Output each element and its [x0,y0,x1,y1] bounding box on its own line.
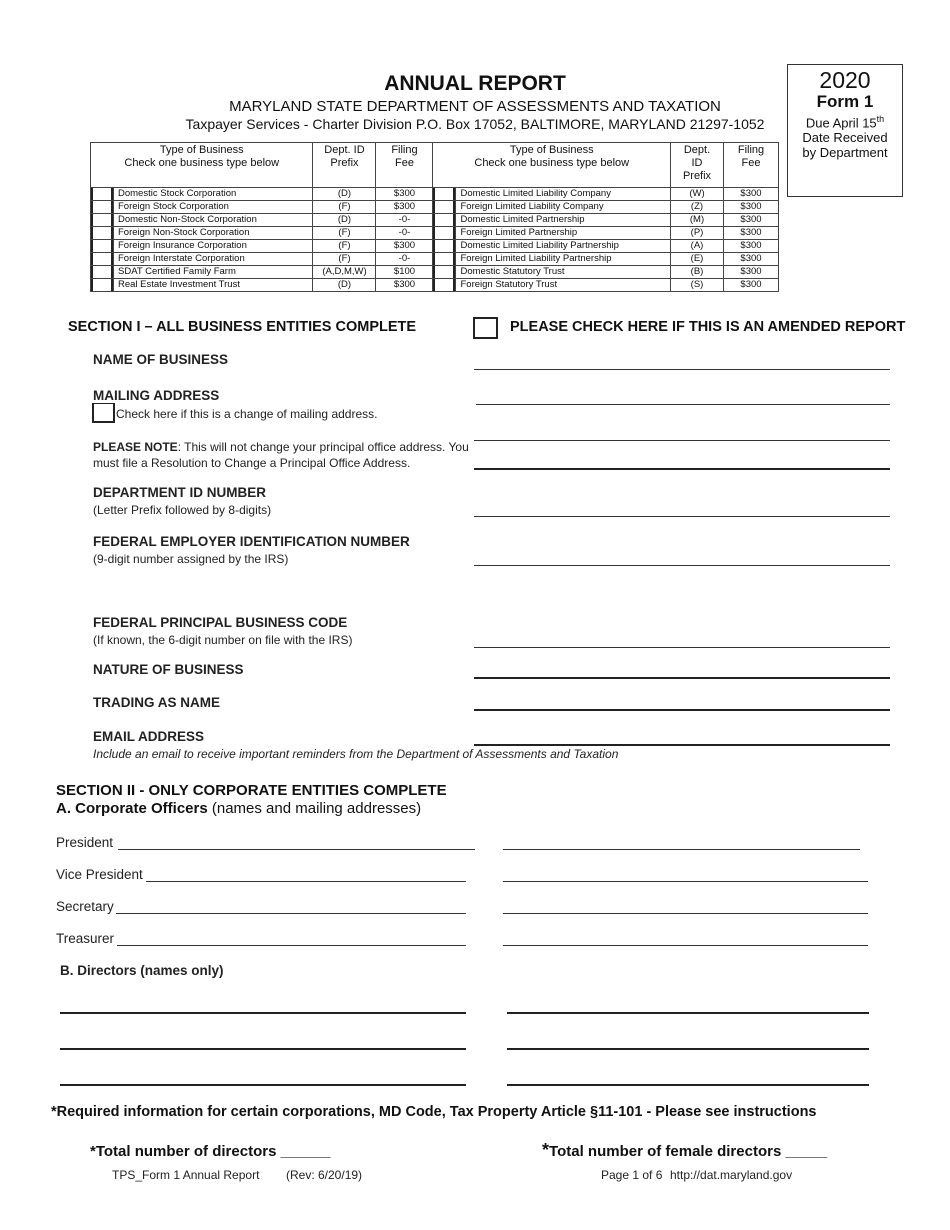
business-type-checkbox-left[interactable] [91,279,114,292]
business-type-right: Domestic Limited Liability Partnership [456,240,671,253]
business-type-checkbox-left[interactable] [91,188,114,201]
dept-prefix-left: (F) [313,253,376,266]
fpbc-label: FEDERAL PRINCIPAL BUSINESS CODE [93,615,348,630]
business-type-checkbox-right[interactable] [433,188,456,201]
president-label: President [56,835,114,850]
director-field-1[interactable] [60,1012,466,1014]
business-type-row [91,266,779,279]
please-note-line-1: PLEASE NOTE: This will not change your principal office address. You [93,440,469,454]
dept-prefix-left: (D) [313,279,376,292]
vice-president-label: Vice President [56,867,143,882]
mailing-change-label: Check here if this is a change of mailing address. [116,407,378,421]
business-type-left: Foreign Stock Corporation [114,201,313,214]
total-directors[interactable]: *Total number of directors ______ [90,1143,331,1160]
dept-id-label: DEPARTMENT ID NUMBER [93,485,266,500]
form-year-box [787,64,903,197]
email-note: Include an email to receive important reminders from the Department of Assessments and Taxation [93,747,619,761]
director-field-4[interactable] [507,1048,869,1050]
business-type-right: Domestic Limited Liability Company [456,188,671,201]
filing-fee-right: $300 [724,253,779,266]
business-type-checkbox-right[interactable] [433,227,456,240]
business-type-right: Foreign Limited Liability Partnership [456,253,671,266]
business-type-row [91,240,779,253]
filing-fee-right: $300 [724,214,779,227]
email-field[interactable] [474,744,890,746]
filing-fee-left: $300 [376,240,433,253]
director-field-3[interactable] [60,1048,466,1050]
business-type-right: Domestic Limited Partnership [456,214,671,227]
business-type-checkbox-right[interactable] [433,214,456,227]
business-type-row [91,253,779,266]
treasurer-address-field[interactable] [503,945,868,946]
business-type-checkbox-left[interactable] [91,214,114,227]
due-date: Due April 15th [805,114,885,131]
fpbc-field[interactable] [474,647,890,648]
mailing-address-field-1[interactable] [476,404,890,405]
date-received-2: by Department [802,145,888,161]
secretary-name-field[interactable] [116,913,466,914]
agency-address: Taxpayer Services - Charter Division P.O. Box 17052, BALTIMORE, MARYLAND 21297-1052 [185,116,765,132]
dept-prefix-left: (F) [313,227,376,240]
president-name-field[interactable] [118,849,475,850]
business-type-left: Real Estate Investment Trust [114,279,313,292]
fee-header-right: Filing Fee [724,143,779,188]
business-type-left: Domestic Stock Corporation [114,188,313,201]
dept-prefix-right: (W) [671,188,724,201]
mailing-change-checkbox[interactable] [92,403,115,423]
dept-prefix-right: (Z) [671,201,724,214]
director-field-6[interactable] [507,1084,869,1086]
directors-heading: B. Directors (names only) [60,963,224,978]
fein-label: FEDERAL EMPLOYER IDENTIFICATION NUMBER [93,534,410,549]
amended-report-checkbox[interactable] [473,317,498,339]
business-type-left: SDAT Certified Family Farm [114,266,313,279]
email-label: EMAIL ADDRESS [93,729,205,744]
officers-heading: A. Corporate Officers (names and mailing addresses) [56,800,422,817]
business-type-table [90,142,779,292]
filing-fee-right: $300 [724,188,779,201]
vice-president-address-field[interactable] [503,881,868,882]
filing-fee-left: -0- [376,227,433,240]
filing-fee-left: $300 [376,188,433,201]
business-type-checkbox-right[interactable] [433,253,456,266]
revision-date: (Rev: 6/20/19) [286,1168,363,1182]
mailing-address-field-2[interactable] [474,440,890,441]
business-type-row [91,227,779,240]
business-type-left: Domestic Non-Stock Corporation [114,214,313,227]
fpbc-note: (If known, the 6-digit number on file with the IRS) [93,633,353,647]
dept-prefix-right: (P) [671,227,724,240]
business-type-checkbox-left[interactable] [91,266,114,279]
dept-prefix-left: (F) [313,201,376,214]
filing-fee-right: $300 [724,266,779,279]
filing-fee-left: $300 [376,201,433,214]
business-type-left: Foreign Non-Stock Corporation [114,227,313,240]
mailing-address-label: MAILING ADDRESS [93,388,220,403]
business-type-left: Foreign Insurance Corporation [114,240,313,253]
please-note-line-2: must file a Resolution to Change a Principal Office Address. [93,456,411,470]
filing-fee-right: $300 [724,240,779,253]
business-type-checkbox-left[interactable] [91,253,114,266]
agency-name: MARYLAND STATE DEPARTMENT OF ASSESSMENTS AND TAXATION [229,98,721,115]
secretary-label: Secretary [56,899,114,914]
section-2-heading: SECTION II - ONLY CORPORATE ENTITIES COMPLETE [56,782,447,799]
trading-field[interactable] [474,709,890,711]
type-header-left: Type of Business Check one business type below [91,143,313,188]
filing-fee-left: -0- [376,214,433,227]
name-of-business-label: NAME OF BUSINESS [93,352,229,367]
vice-president-name-field[interactable] [146,881,466,882]
dept-id-field[interactable] [474,516,890,517]
dept-prefix-left: (D) [313,214,376,227]
dept-prefix-right: (E) [671,253,724,266]
report-title: ANNUAL REPORT [384,72,566,95]
form-year: 2020 [819,67,871,93]
total-female-directors[interactable]: *Total number of female directors _____ [542,1140,828,1160]
fee-header-left: Filing Fee [376,143,433,188]
business-type-checkbox-right[interactable] [433,266,456,279]
filing-fee-left: $300 [376,279,433,292]
business-type-right: Foreign Limited Partnership [456,227,671,240]
director-field-2[interactable] [507,1012,869,1014]
filing-fee-right: $300 [724,279,779,292]
type-header-right: Type of Business Check one business type below [433,143,671,188]
date-received-1: Date Received [802,130,888,146]
name-of-business-field[interactable] [474,369,890,370]
fein-note: (9-digit number assigned by the IRS) [93,552,289,566]
dept-header-right: Dept. ID Prefix [671,143,724,188]
director-field-5[interactable] [60,1084,466,1086]
filing-fee-left: $100 [376,266,433,279]
business-type-right: Foreign Statutory Trust [456,279,671,292]
dept-prefix-right: (A) [671,240,724,253]
dept-prefix-left: (A,D,M,W) [313,266,376,279]
form-number: Form 1 [816,92,874,111]
president-address-field[interactable] [503,849,860,850]
business-type-left: Foreign Interstate Corporation [114,253,313,266]
treasurer-label: Treasurer [56,931,115,946]
treasurer-name-field[interactable] [117,945,466,946]
business-type-checkbox-right[interactable] [433,279,456,292]
business-type-row [91,201,779,214]
nature-field[interactable] [474,677,890,679]
business-type-right: Foreign Limited Liability Company [456,201,671,214]
dept-prefix-left: (F) [313,240,376,253]
dept-id-note: (Letter Prefix followed by 8-digits) [93,503,272,517]
dept-prefix-left: (D) [313,188,376,201]
page-number: Page 1 of 6 [601,1168,663,1182]
mailing-address-field-3[interactable] [474,468,890,470]
form-id: TPS_Form 1 Annual Report [112,1168,260,1182]
secretary-address-field[interactable] [503,913,868,914]
business-type-checkbox-left[interactable] [91,240,114,253]
dept-prefix-right: (B) [671,266,724,279]
fein-field[interactable] [474,565,890,566]
business-type-right: Domestic Statutory Trust [456,266,671,279]
dept-header-left: Dept. ID Prefix [313,143,376,188]
amended-report-label: PLEASE CHECK HERE IF THIS IS AN AMENDED REPORT [510,319,906,335]
business-type-checkbox-right[interactable] [433,201,456,214]
dept-prefix-right: (M) [671,214,724,227]
business-type-checkbox-left[interactable] [91,201,114,214]
trading-label: TRADING AS NAME [93,695,220,710]
dept-prefix-right: (S) [671,279,724,292]
business-type-checkbox-left[interactable] [91,227,114,240]
section-1-heading: SECTION I – ALL BUSINESS ENTITIES COMPLETE [68,319,417,335]
business-type-row [91,214,779,227]
nature-label: NATURE OF BUSINESS [93,662,244,677]
website-url: http://dat.maryland.gov [670,1168,793,1182]
business-type-row [91,188,779,201]
filing-fee-right: $300 [724,227,779,240]
required-info-note: *Required information for certain corporations, MD Code, Tax Property Article §11-101 - Please see instructions [51,1104,817,1120]
filing-fee-right: $300 [724,201,779,214]
business-type-row [91,279,779,292]
business-type-checkbox-right[interactable] [433,240,456,253]
filing-fee-left: -0- [376,253,433,266]
